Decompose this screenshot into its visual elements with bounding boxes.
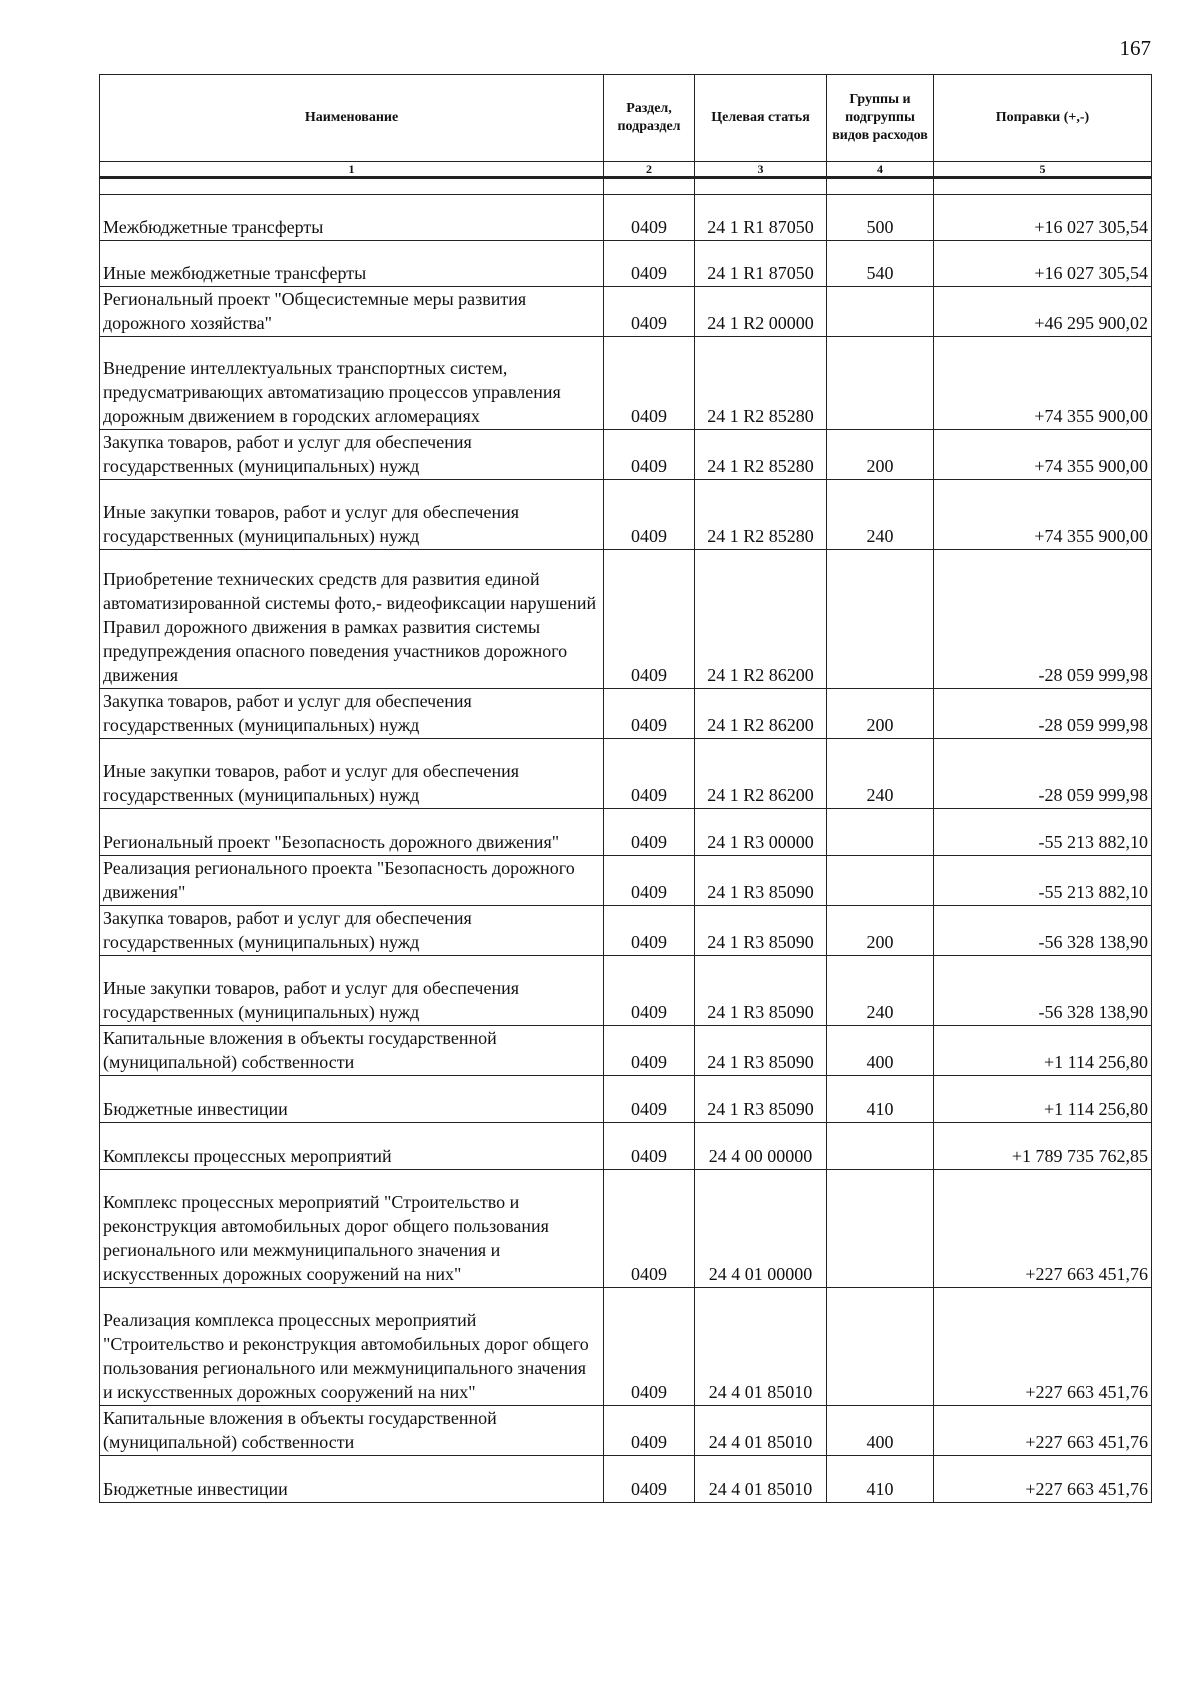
row-section: 0409 — [604, 337, 695, 430]
row-expense-group: 540 — [827, 241, 934, 287]
row-section: 0409 — [604, 809, 695, 856]
row-section: 0409 — [604, 956, 695, 1026]
row-expense-group: 400 — [827, 1406, 934, 1456]
row-expense-group: 240 — [827, 739, 934, 809]
row-expense-group: 240 — [827, 480, 934, 550]
row-section: 0409 — [604, 550, 695, 689]
row-target-article: 24 1 R2 85280 — [695, 337, 827, 430]
row-target-article: 24 1 R3 85090 — [695, 1026, 827, 1076]
table-row — [100, 287, 1152, 337]
table-row — [100, 195, 1152, 241]
header-amendments: Поправки (+,-) — [934, 75, 1152, 162]
row-expense-group: 410 — [827, 1456, 934, 1503]
row-expense-group — [827, 550, 934, 689]
row-section: 0409 — [604, 287, 695, 337]
page-number: 167 — [1119, 36, 1151, 60]
row-amount: -56 328 138,90 — [934, 956, 1152, 1026]
row-amount: +74 355 900,00 — [934, 480, 1152, 550]
row-expense-group — [827, 809, 934, 856]
row-target-article: 24 4 01 85010 — [695, 1406, 827, 1456]
row-expense-group: 240 — [827, 956, 934, 1026]
table-row — [100, 906, 1152, 956]
column-number: 3 — [695, 162, 827, 178]
row-target-article: 24 4 01 85010 — [695, 1456, 827, 1503]
table-row — [100, 739, 1152, 809]
row-section: 0409 — [604, 906, 695, 956]
row-amount: -28 059 999,98 — [934, 550, 1152, 689]
row-name: Региональный проект "Общесистемные меры развития дорожного хозяйства" — [100, 287, 604, 337]
table-row — [100, 1456, 1152, 1503]
row-amount: -28 059 999,98 — [934, 739, 1152, 809]
table-row — [100, 550, 1152, 689]
column-number: 2 — [604, 162, 695, 178]
row-target-article: 24 1 R1 87050 — [695, 195, 827, 241]
row-target-article: 24 1 R1 87050 — [695, 241, 827, 287]
row-expense-group — [827, 287, 934, 337]
column-number-row — [100, 162, 1152, 178]
table-row — [100, 241, 1152, 287]
header-expense-groups: Группы и подгруппы видов расходов — [827, 75, 934, 162]
budget-amendments-table — [99, 74, 1152, 1503]
row-expense-group: 200 — [827, 689, 934, 739]
row-name: Иные межбюджетные трансферты — [100, 241, 604, 287]
table-row — [100, 1406, 1152, 1456]
header-target-article: Целевая статья — [695, 75, 827, 162]
row-amount: +227 663 451,76 — [934, 1170, 1152, 1288]
row-amount: +1 789 735 762,85 — [934, 1123, 1152, 1170]
table-row — [100, 1026, 1152, 1076]
row-expense-group: 400 — [827, 1026, 934, 1076]
row-target-article: 24 1 R2 85280 — [695, 430, 827, 480]
row-target-article: 24 1 R3 85090 — [695, 856, 827, 906]
row-name: Иные закупки товаров, работ и услуг для обеспечения государственных (муниципальных) нужд — [100, 480, 604, 550]
row-expense-group: 200 — [827, 430, 934, 480]
row-amount: +74 355 900,00 — [934, 337, 1152, 430]
row-amount: +227 663 451,76 — [934, 1288, 1152, 1406]
row-section: 0409 — [604, 1170, 695, 1288]
row-target-article: 24 1 R2 00000 — [695, 287, 827, 337]
row-amount: -55 213 882,10 — [934, 809, 1152, 856]
row-expense-group — [827, 1170, 934, 1288]
row-section: 0409 — [604, 1026, 695, 1076]
row-target-article: 24 1 R3 85090 — [695, 906, 827, 956]
row-name: Внедрение интеллектуальных транспортных систем, предусматривающих автоматизацию процессов управления дорожным движением в городских агломерациях — [100, 337, 604, 430]
table-row — [100, 480, 1152, 550]
row-section: 0409 — [604, 1406, 695, 1456]
row-target-article: 24 1 R2 85280 — [695, 480, 827, 550]
row-section: 0409 — [604, 480, 695, 550]
column-number: 5 — [934, 162, 1152, 178]
row-section: 0409 — [604, 241, 695, 287]
header-section: Раздел, подраздел — [604, 75, 695, 162]
table-row — [100, 956, 1152, 1026]
row-section: 0409 — [604, 1123, 695, 1170]
row-target-article: 24 1 R3 00000 — [695, 809, 827, 856]
row-name: Приобретение технических средств для развития единой автоматизированной системы фото,- видеофиксации нарушений Правил дорожного движения в рамках развития системы предупреждения опасного поведения участников дорожного движения — [100, 550, 604, 689]
row-target-article: 24 1 R3 85090 — [695, 1076, 827, 1123]
row-amount: +16 027 305,54 — [934, 241, 1152, 287]
row-name: Региональный проект "Безопасность дорожного движения" — [100, 809, 604, 856]
row-name: Реализация комплекса процессных мероприятий "Строительство и реконструкция автомобильных дорог общего пользования регионального или межмуниципального значения и искусственных дорожных сооружений на них" — [100, 1288, 604, 1406]
row-name: Иные закупки товаров, работ и услуг для обеспечения государственных (муниципальных) нужд — [100, 739, 604, 809]
header-name: Наименование — [100, 75, 604, 162]
row-name: Межбюджетные трансферты — [100, 195, 604, 241]
table-body — [100, 195, 1152, 1503]
row-amount: +1 114 256,80 — [934, 1026, 1152, 1076]
table-row — [100, 856, 1152, 906]
column-number: 4 — [827, 162, 934, 178]
row-target-article: 24 1 R3 85090 — [695, 956, 827, 1026]
row-target-article: 24 4 00 00000 — [695, 1123, 827, 1170]
row-amount: +1 114 256,80 — [934, 1076, 1152, 1123]
row-section: 0409 — [604, 195, 695, 241]
row-expense-group — [827, 1288, 934, 1406]
row-expense-group: 200 — [827, 906, 934, 956]
table-row — [100, 337, 1152, 430]
row-name: Закупка товаров, работ и услуг для обеспечения государственных (муниципальных) нужд — [100, 906, 604, 956]
table-row — [100, 1123, 1152, 1170]
row-amount: +227 663 451,76 — [934, 1406, 1152, 1456]
table-row — [100, 430, 1152, 480]
row-section: 0409 — [604, 856, 695, 906]
table-row — [100, 1288, 1152, 1406]
row-name: Капитальные вложения в объекты государственной (муниципальной) собственности — [100, 1406, 604, 1456]
spacer-row — [100, 178, 1152, 195]
row-name: Комплексы процессных мероприятий — [100, 1123, 604, 1170]
row-amount: +227 663 451,76 — [934, 1456, 1152, 1503]
row-section: 0409 — [604, 689, 695, 739]
table-row — [100, 689, 1152, 739]
row-name: Капитальные вложения в объекты государственной (муниципальной) собственности — [100, 1026, 604, 1076]
row-section: 0409 — [604, 430, 695, 480]
row-expense-group: 500 — [827, 195, 934, 241]
row-target-article: 24 1 R2 86200 — [695, 739, 827, 809]
row-section: 0409 — [604, 1456, 695, 1503]
row-expense-group — [827, 856, 934, 906]
row-expense-group — [827, 1123, 934, 1170]
row-amount: -55 213 882,10 — [934, 856, 1152, 906]
row-target-article: 24 1 R2 86200 — [695, 550, 827, 689]
row-target-article: 24 4 01 85010 — [695, 1288, 827, 1406]
row-amount: +74 355 900,00 — [934, 430, 1152, 480]
row-amount: -56 328 138,90 — [934, 906, 1152, 956]
row-name: Бюджетные инвестиции — [100, 1076, 604, 1123]
row-name: Комплекс процессных мероприятий "Строительство и реконструкция автомобильных дорог общего пользования регионального или межмуниципального значения и искусственных дорожных сооружений на них" — [100, 1170, 604, 1288]
row-name: Иные закупки товаров, работ и услуг для обеспечения государственных (муниципальных) нужд — [100, 956, 604, 1026]
table-row — [100, 1076, 1152, 1123]
row-section: 0409 — [604, 1076, 695, 1123]
row-name: Реализация регионального проекта "Безопасность дорожного движения" — [100, 856, 604, 906]
row-section: 0409 — [604, 739, 695, 809]
table-row — [100, 1170, 1152, 1288]
row-name: Закупка товаров, работ и услуг для обеспечения государственных (муниципальных) нужд — [100, 430, 604, 480]
row-section: 0409 — [604, 1288, 695, 1406]
column-number: 1 — [100, 162, 604, 178]
row-amount: +46 295 900,02 — [934, 287, 1152, 337]
row-target-article: 24 1 R2 86200 — [695, 689, 827, 739]
row-amount: -28 059 999,98 — [934, 689, 1152, 739]
row-name: Закупка товаров, работ и услуг для обеспечения государственных (муниципальных) нужд — [100, 689, 604, 739]
row-amount: +16 027 305,54 — [934, 195, 1152, 241]
row-expense-group: 410 — [827, 1076, 934, 1123]
row-target-article: 24 4 01 00000 — [695, 1170, 827, 1288]
table-header-row — [100, 75, 1152, 162]
table-row — [100, 809, 1152, 856]
row-name: Бюджетные инвестиции — [100, 1456, 604, 1503]
row-expense-group — [827, 337, 934, 430]
